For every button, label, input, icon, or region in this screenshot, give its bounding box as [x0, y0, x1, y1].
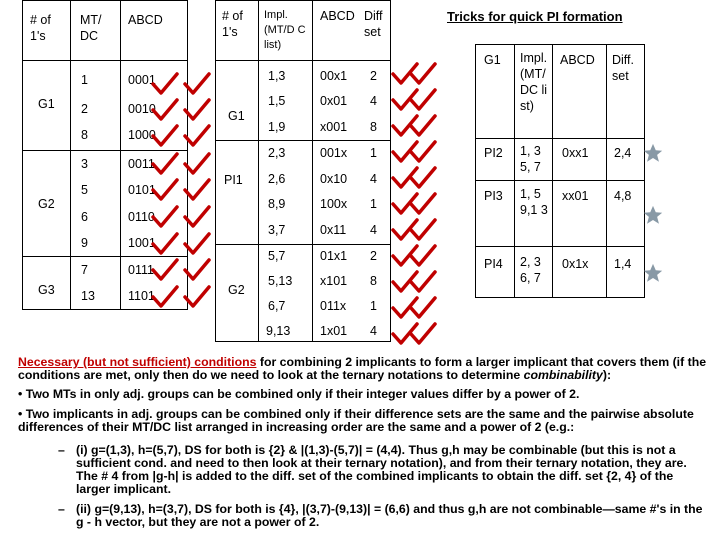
check-mark-icon	[150, 205, 180, 229]
check-mark-icon	[150, 98, 180, 122]
t2-impl: 8,9	[268, 197, 286, 211]
t2-diff: 4	[370, 324, 377, 338]
check-mark-icon	[182, 98, 212, 122]
check-mark-icon	[150, 285, 180, 309]
check-mark-icon	[408, 88, 438, 112]
t2-abcd: 001x	[320, 146, 348, 160]
t1-mt: 1	[81, 73, 88, 87]
t1-mt: 7	[81, 263, 88, 277]
t2-impl: 5,13	[268, 274, 293, 288]
t3-impl: 1, 5 9,1 3	[520, 187, 548, 217]
t2-diff: 8	[370, 274, 377, 288]
check-mark-icon	[408, 270, 438, 294]
t1-mt: 9	[81, 236, 88, 250]
t2-abcd: 0x11	[320, 223, 347, 237]
t1-group-label: G2	[38, 197, 55, 211]
notes-dash-2: –	[58, 502, 65, 516]
t3-header-group: G1	[484, 53, 501, 67]
check-mark-icon	[150, 232, 180, 256]
t3-header-abcd: ABCD	[560, 53, 595, 67]
t2-diff: 2	[370, 249, 377, 263]
t2-diff: 2	[370, 69, 377, 83]
t2-abcd: 00x1	[320, 69, 348, 83]
t2-diff: 1	[370, 197, 377, 211]
table-3-row-divider	[475, 246, 645, 247]
t1-header-abcd: ABCD	[128, 13, 163, 27]
t3-abcd: xx01	[562, 189, 589, 203]
check-mark-icon	[408, 244, 438, 268]
t2-impl: 2,3	[268, 146, 286, 160]
notes-paragraph	[18, 356, 708, 382]
t1-abcd: 1001	[128, 236, 156, 250]
t2-impl: 1,5	[268, 94, 286, 108]
t2-diff: 1	[370, 299, 377, 313]
t1-abcd: 0011	[128, 157, 155, 171]
check-mark-icon	[182, 152, 212, 176]
t2-abcd: 011x	[320, 299, 347, 313]
t2-impl: 5,7	[268, 249, 286, 263]
table-1-row-divider	[22, 60, 188, 61]
star-icon	[642, 262, 664, 284]
check-mark-icon	[408, 192, 438, 216]
t3-header-impl: Impl. (MT/DC list)	[520, 51, 548, 113]
check-mark-icon	[150, 72, 180, 96]
t2-group-label: G1	[228, 109, 245, 123]
t2-diff: 4	[370, 94, 377, 108]
notes-sub-2: (ii) g=(9,13), h=(3,7), DS for both is {4}, |(3,7)-(9,13)| = (6,6) and thus g,h are not combinable—same #'s in the g - h vector, but they are not a power of 2.	[76, 502, 703, 529]
table-3-col-divider	[552, 44, 553, 298]
t3-pi: PI2	[484, 146, 503, 160]
table-2-col-divider	[312, 0, 313, 342]
t3-pi: PI4	[484, 257, 503, 271]
t1-header-mt: MT/ DC	[80, 13, 102, 43]
check-mark-icon	[182, 178, 212, 202]
check-mark-icon	[150, 124, 180, 148]
t2-abcd: 01x1	[320, 249, 348, 263]
t1-mt: 6	[81, 210, 88, 224]
notes-dash-1: –	[58, 443, 65, 457]
table-2-row-divider	[215, 140, 391, 141]
notes-p1-end: ):	[602, 368, 612, 382]
t1-abcd: 1000	[128, 128, 156, 142]
star-icon	[642, 204, 664, 226]
notes-p1-italic: combinability	[523, 368, 603, 382]
t2-abcd: x101	[320, 274, 348, 288]
t2-diff: 4	[370, 223, 377, 237]
t2-abcd: 100x	[320, 197, 348, 211]
t1-group-label: G1	[38, 97, 55, 111]
t1-abcd: 1101	[128, 289, 155, 303]
t3-impl: 1, 3 5, 7	[520, 144, 541, 174]
check-mark-icon	[182, 205, 212, 229]
t1-mt: 2	[81, 102, 88, 116]
check-mark-icon	[408, 296, 438, 320]
t3-diff: 2,4	[614, 146, 632, 160]
check-mark-icon	[182, 258, 212, 282]
table-1-col-divider	[70, 0, 71, 310]
check-mark-icon	[182, 232, 212, 256]
check-mark-icon	[408, 140, 438, 164]
t1-mt: 5	[81, 183, 88, 197]
t2-header-diff: Diff set	[364, 9, 383, 39]
table-2-col-divider	[258, 0, 259, 342]
t3-pi: PI3	[484, 189, 503, 203]
t1-abcd: 0101	[128, 183, 156, 197]
t1-abcd: 0010	[128, 102, 156, 116]
check-mark-icon	[150, 258, 180, 282]
table-3-col-divider	[514, 44, 515, 298]
t2-abcd: 1x01	[320, 324, 348, 338]
page-title: Tricks for quick PI formation	[447, 9, 623, 24]
t2-header-ones: # of 1's	[222, 9, 243, 39]
t1-header-ones: # of 1's	[30, 13, 51, 43]
t3-diff: 4,8	[614, 189, 632, 203]
t2-abcd: 0x01	[320, 94, 348, 108]
check-mark-icon	[182, 285, 212, 309]
t2-header-impl: Impl. (MT/D C list)	[264, 9, 306, 51]
t2-diff: 4	[370, 172, 377, 186]
notes-bullet-1: • Two MTs in only adj. groups can be combined only if their integer values differ by a power of 2.	[18, 387, 580, 401]
table-3-row-divider	[475, 180, 645, 181]
t1-mt: 13	[81, 289, 95, 303]
t1-mt: 3	[81, 157, 88, 171]
t2-diff: 8	[370, 120, 377, 134]
table-1-row-divider	[22, 150, 188, 151]
table-2-row-divider	[215, 60, 391, 61]
star-icon	[642, 142, 664, 164]
t2-group-label: G2	[228, 283, 245, 297]
check-mark-icon	[150, 178, 180, 202]
notes-p1-text: for combining 2 implicants to form a larger implicant that covers them (if the conditions are met, only then do we need to look at the ternary notations to determine	[18, 355, 707, 382]
table-2-row-divider	[215, 244, 391, 245]
t1-abcd: 0111	[128, 263, 154, 277]
t2-impl: 9,13	[266, 324, 291, 338]
check-mark-icon	[408, 114, 438, 138]
check-mark-icon	[408, 322, 438, 346]
t2-impl: 1,9	[268, 120, 286, 134]
t1-group-label: G3	[38, 283, 55, 297]
t1-abcd: 0001	[128, 73, 156, 87]
check-mark-icon	[408, 62, 438, 86]
t2-abcd: 0x10	[320, 172, 348, 186]
t3-abcd: 0xx1	[562, 146, 589, 160]
t2-impl: 1,3	[268, 69, 286, 83]
t3-diff: 1,4	[614, 257, 632, 271]
t2-header-abcd: ABCD	[320, 9, 355, 23]
t3-abcd: 0x1x	[562, 257, 589, 271]
table-1-row-divider	[22, 256, 188, 257]
notes-sub-1: (i) g=(1,3), h=(5,7), DS for both is {2} & |(1,3)-(5,7)| = (4,4). Thus g,h may be combinable (but this is not a sufficient cond. and need to then look at their ternary notation), and from their ternary notation, they are. The # 4 from |g-h| is added to the diff. set of the combined implicants to obtain the diff. set {2, 4} of the larger implicant.	[76, 443, 687, 496]
t3-header-diff: Diff. set	[612, 53, 634, 83]
t2-impl: 3,7	[268, 223, 286, 237]
check-mark-icon	[182, 72, 212, 96]
table-1-col-divider	[120, 0, 121, 310]
check-mark-icon	[150, 152, 180, 176]
t2-impl: 2,6	[268, 172, 286, 186]
check-mark-icon	[408, 218, 438, 242]
notes-bullet-2: • Two implicants in adj. groups can be combined only if their difference sets are the same and the pairwise absolute differences of their MT/DC list arranged in increasing order are the same and a power of 2 (e.g.:	[18, 407, 694, 434]
table-3-row-divider	[475, 138, 645, 139]
check-mark-icon	[408, 166, 438, 190]
notes-red-heading: Necessary (but not sufficient) conditions	[18, 355, 257, 369]
t3-impl: 2, 3 6, 7	[520, 255, 541, 285]
t1-mt: 8	[81, 128, 88, 142]
t2-abcd: x001	[320, 120, 348, 134]
table-3-col-divider	[606, 44, 607, 298]
t2-diff: 1	[370, 146, 377, 160]
t1-abcd: 0110	[128, 210, 155, 224]
check-mark-icon	[182, 124, 212, 148]
t2-group-label: PI1	[224, 173, 243, 187]
t2-impl: 6,7	[268, 299, 286, 313]
